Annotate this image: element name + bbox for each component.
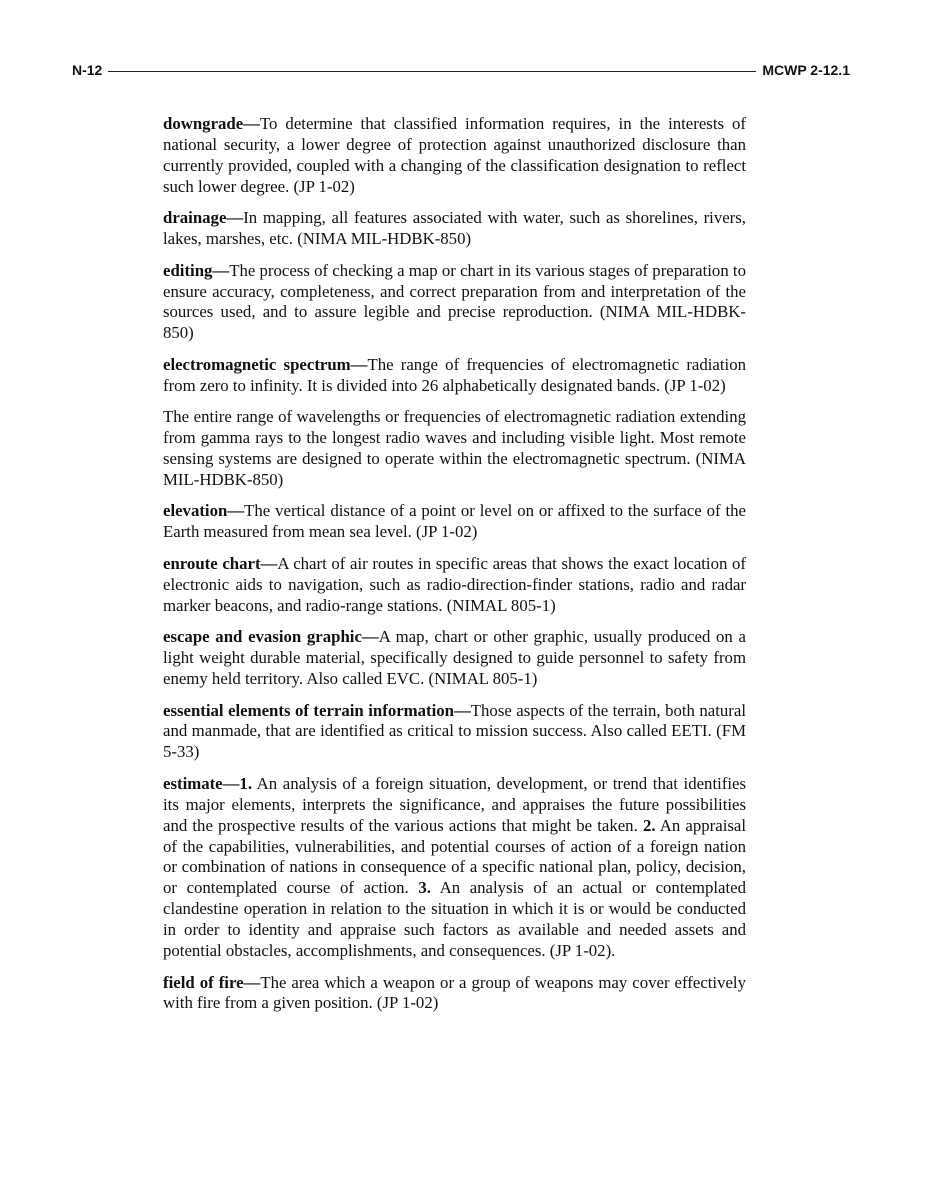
entry-definition: A chart of air routes in specific areas that shows the exact location of electronic aids to navigation, such as radio-direction-finder stations, radio and radar marker beacons, and radio-range stations. (NIMAL 805-1) [163,553,747,615]
entry-downgrade [163,114,746,198]
entry-definition: To determine that classified information requires, in the interests of national security, a lower degree of protection against unauthorized disclosure than currently provided, coupled with a changing of the classification designation to reflect such lower degree. (JP 1-02) [163,114,746,196]
entry-term: drainage— [163,208,244,228]
glossary-body [163,114,746,1025]
entry-term: downgrade— [163,114,260,133]
entry-essential-elements-of-terrain-information [163,701,746,764]
entry-term: elevation— [163,501,245,521]
entry-escape-and-evasion-graphic [163,627,746,690]
publication-id: MCWP 2-12.1 [762,62,850,78]
entry-term: essential elements of terrain information— [163,700,471,720]
definition-number: 3. [418,878,431,898]
running-header [72,60,850,80]
entry-term: escape and evasion graphic— [163,627,379,647]
entry-enroute-chart [163,554,746,617]
header-rule [108,71,756,72]
entry-drainage [163,208,746,250]
entry-electromagnetic-spectrum [163,355,746,397]
entry-definition: The area which a weapon or a group of weapons may cover effectively with fire from a given position. (JP 1-02) [163,972,746,1013]
entry-definition: The process of checking a map or chart in its various stages of preparation to ensure accuracy, completeness, and correct preparation from and interpretation of the sources used, and to assure legible and precise reproduction. (NIMA MIL-HDBK-850) [163,260,746,343]
definition-number: 1. [239,773,253,793]
entry-elevation [163,501,746,543]
entry-definition: The entire range of wavelengths or frequencies of electromagnetic radiation extending from gamma rays to the longest radio waves and including visible light. Most remote sensing systems are designed to operate within the electromagnetic spectrum. (NIMA MIL-HDBK-850) [163,407,746,489]
definition-number: 2. [642,815,656,835]
page-number: N-12 [72,62,103,78]
entry-definition-part: An analysis of a foreign situation, development, or trend that identifies its major elements, interprets the significance, and appraises the future possibilities and the prospective results of the various actions that might be taken. [163,773,746,835]
entry-electromagnetic-spectrum-alt [163,407,746,491]
entry-definition: In mapping, all features associated with water, such as shorelines, rivers, lakes, marshes, etc. (NIMA MIL-HDBK-850) [163,208,746,249]
entry-definition: The range of frequencies of electromagnetic radiation from zero to infinity. It is divided into 26 alphabetically designated bands. (JP 1-02) [163,354,746,395]
entry-field-of-fire [163,973,746,1015]
entry-definition: A map, chart or other graphic, usually produced on a light weight durable material, specifically designed to guide personnel to safety from enemy held territory. Also called EVC. (NIMAL 805-1) [163,627,746,688]
entry-definition: The vertical distance of a point or level on or affixed to the surface of the Earth measured from mean sea level. (JP 1-02) [163,501,746,542]
entry-term: field of fire— [163,972,261,992]
entry-term: enroute chart— [163,553,278,573]
entry-term: editing— [163,260,230,280]
entry-editing [163,261,746,345]
entry-estimate [163,774,746,962]
entry-term: estimate— [163,773,240,793]
entry-definition: Those aspects of the terrain, both natural and manmade, that are identified as critical to mission success. Also called EETI. (FM 5-33) [163,700,746,762]
entry-term: electromagnetic spectrum— [163,354,368,374]
entry-definition-part: An analysis of an actual or contemplated clandestine operation in relation to the situation in which it is or would be conducted in order to identity and appraise such factors as available and needed assets and potential obstacles, accomplishments, and consequences. (JP 1-02). [163,878,746,961]
entry-definition-part: An appraisal of the capabilities, vulnerabilities, and potential courses of action of a foreign nation or combination of nations in consequence of a specific national plan, policy, decision, or contemplated course of action. [163,815,747,898]
